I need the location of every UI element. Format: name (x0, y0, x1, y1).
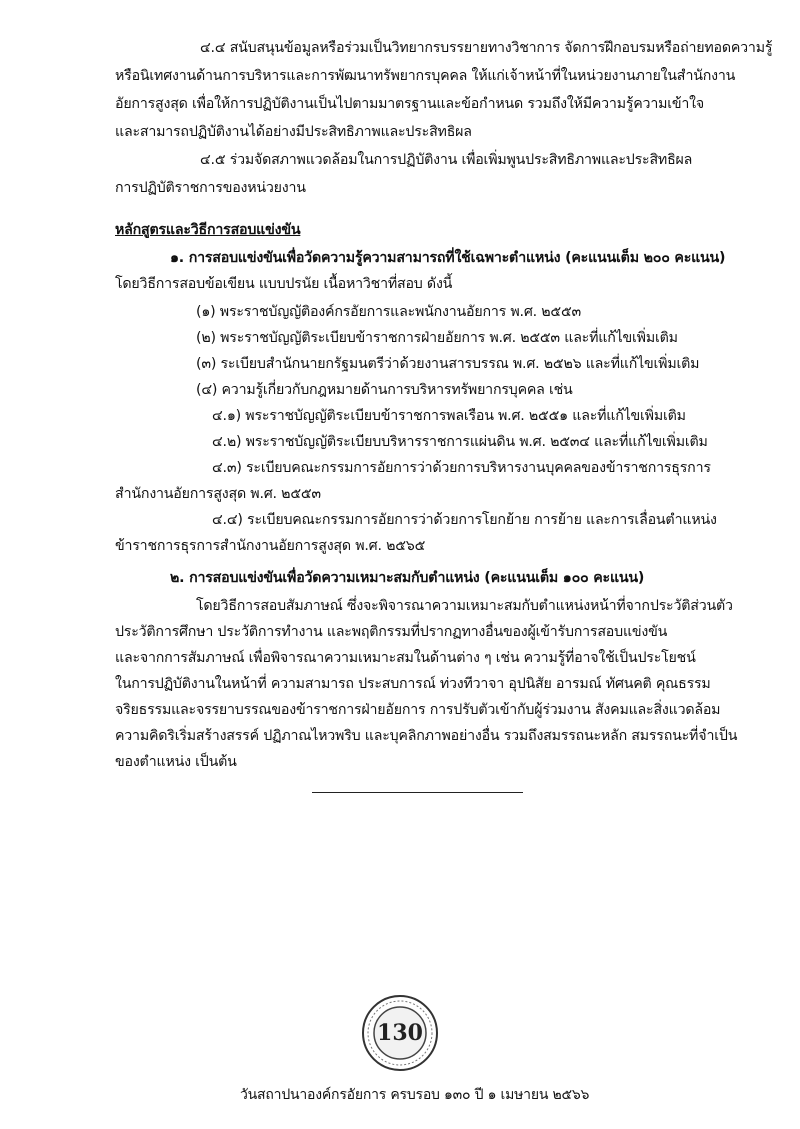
section-1-heading: ๑. การสอบแข่งขันเพื่อวัดความรู้ความสามารถที่ใช้เฉพาะตำแหน่ง (คะแนนเต็ม ๒๐๐ คะแนน) (170, 250, 726, 266)
section-2-line-6: ความคิดริเริ่มสร้างสรรค์ ปฏิภาณไหวพริบ และบุคลิกภาพอย่างอื่น รวมถึงสมรรถนะหลัก สมรรถนะที่จำเป็น (115, 728, 738, 744)
anniversary-seal-icon (361, 994, 439, 1072)
section-1-sub-4-4-line-1: ๔.๔) ระเบียบคณะกรรมการอัยการว่าด้วยการโยกย้าย การย้าย และการเลื่อนตำแหน่ง (212, 512, 717, 528)
section-1-intro: โดยวิธีการสอบข้อเขียน แบบปรนัย เนื้อหาวิชาที่สอบ ดังนี้ (115, 276, 453, 292)
section-2-line-4: ในการปฏิบัติงานในหน้าที่ ความสามารถ ประสบการณ์ ท่วงทีวาจา อุปนิสัย อารมณ์ ทัศนคติ คุณธรรม (115, 676, 711, 692)
section-1-item-2: (๒) พระราชบัญญัติระเบียบข้าราชการฝ่ายอัยการ พ.ศ. ๒๕๕๓ และที่แก้ไขเพิ่มเติม (196, 330, 678, 346)
para-4-4-line-1: ๔.๔ สนับสนุนข้อมูลหรือร่วมเป็นวิทยากรบรรยายทางวิชาการ จัดการฝึกอบรมหรือถ่ายทอดความรู้ (200, 40, 773, 56)
para-4-4-line-2: หรือนิเทศงานด้านการบริหารและการพัฒนาทรัพยากรบุคคล ให้แก่เจ้าหน้าที่ในหน่วยงานภายในสำนักงาน (115, 68, 736, 84)
section-1-item-4: (๔) ความรู้เกี่ยวกับกฎหมายด้านการบริหารทรัพยากรบุคคล เช่น (196, 382, 573, 398)
footer-caption: วันสถาปนาองค์กรอัยการ ครบรอบ ๑๓๐ ปี ๑ เมษายน ๒๕๖๖ (240, 1087, 590, 1103)
section-2-heading: ๒. การสอบแข่งขันเพื่อวัดความเหมาะสมกับตำแหน่ง (คะแนนเต็ม ๑๐๐ คะแนน) (170, 570, 645, 586)
section-1-sub-4-2: ๔.๒) พระราชบัญญัติระเบียบบริหารราชการแผ่นดิน พ.ศ. ๒๕๓๔ และที่แก้ไขเพิ่มเติม (212, 434, 708, 450)
para-4-4-line-3: อัยการสูงสุด เพื่อให้การปฏิบัติงานเป็นไปตามมาตรฐานและข้อกำหนด รวมถึงให้มีความรู้ความเข้าใจ (115, 96, 704, 112)
section-1-item-1: (๑) พระราชบัญญัติองค์กรอัยการและพนักงานอัยการ พ.ศ. ๒๕๕๓ (196, 304, 581, 320)
section-1-sub-4-1: ๔.๑) พระราชบัญญัติระเบียบข้าราชการพลเรือน พ.ศ. ๒๕๕๑ และที่แก้ไขเพิ่มเติม (212, 408, 686, 424)
section-1-sub-4-3-line-1: ๔.๓) ระเบียบคณะกรรมการอัยการว่าด้วยการบริหารงานบุคคลของข้าราชการธุรการ (212, 460, 711, 476)
section-2-line-3: และจากการสัมภาษณ์ เพื่อพิจารณาความเหมาะสมในด้านต่าง ๆ เช่น ความรู้ที่อาจใช้เป็นประโยชน์ (115, 650, 696, 666)
section-1-sub-4-4-line-2: ข้าราชการธุรการสำนักงานอัยการสูงสุด พ.ศ. ๒๕๖๕ (115, 538, 426, 554)
section-2-line-2: ประวัติการศึกษา ประวัติการทำงาน และพฤติกรรมที่ปรากฏทางอื่นของผู้เข้ารับการสอบแข่งขัน (115, 624, 668, 640)
section-heading: หลักสูตรและวิธีการสอบแข่งขัน (115, 222, 301, 238)
section-2-line-7: ของตำแหน่ง เป็นต้น (115, 754, 237, 770)
section-2-line-5: จริยธรรมและจรรยาบรรณของข้าราชการฝ่ายอัยการ การปรับตัวเข้ากับผู้ร่วมงาน สังคมและสิ่งแวดล้อม (115, 702, 721, 718)
para-4-4-line-4: และสามารถปฏิบัติงานได้อย่างมีประสิทธิภาพและประสิทธิผล (115, 124, 472, 140)
para-4-5-line-2: การปฏิบัติราชการของหน่วยงาน (115, 180, 306, 196)
para-4-5-line-1: ๔.๕ ร่วมจัดสภาพแวดล้อมในการปฏิบัติงาน เพื่อเพิ่มพูนประสิทธิภาพและประสิทธิผล (200, 152, 693, 168)
section-1-sub-4-3-line-2: สำนักงานอัยการสูงสุด พ.ศ. ๒๕๕๓ (115, 486, 321, 502)
section-2-line-1: โดยวิธีการสอบสัมภาษณ์ ซึ่งจะพิจารณาความเหมาะสมกับตำแหน่งหน้าที่จากประวัติส่วนตัว (196, 598, 733, 614)
section-1-item-3: (๓) ระเบียบสำนักนายกรัฐมนตรีว่าด้วยงานสารบรรณ พ.ศ. ๒๕๒๖ และที่แก้ไขเพิ่มเติม (196, 356, 700, 372)
seal-number: 130 (377, 1020, 423, 1046)
closing-divider (312, 792, 523, 793)
